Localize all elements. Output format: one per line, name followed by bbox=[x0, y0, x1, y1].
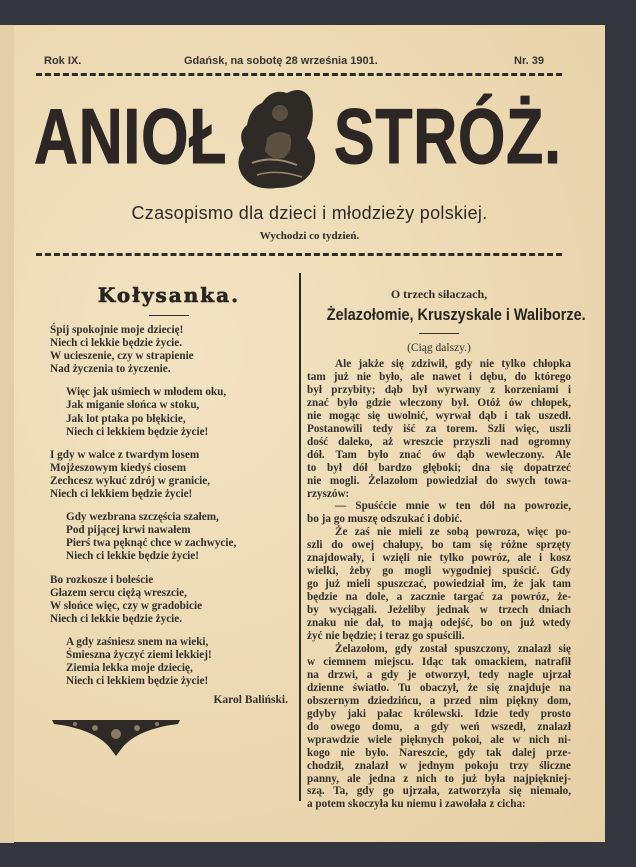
poem-line: Więc jak uśmiech w młodem oku, bbox=[66, 386, 227, 399]
poem-stanza bbox=[50, 324, 288, 376]
subtitle-rule bbox=[36, 253, 562, 256]
story-line: znać było gdzie wleczony był. Otóż ów chłopek, bbox=[307, 396, 571, 409]
poem-line: Pierś twa pęknąć chce w zachwycie, bbox=[66, 537, 237, 550]
poem-stanza bbox=[50, 449, 288, 501]
poem-line: Gdy wezbrana szczęścia szałem, bbox=[66, 511, 219, 524]
poem-line: Nad życzenia to życzenie. bbox=[50, 363, 171, 376]
story-line: by wyciągali. Jeżeliby jednak w trzech dniach bbox=[307, 604, 571, 617]
poem-stanza bbox=[50, 636, 288, 688]
poem-line: A gdy zaśniesz snem na wieki, bbox=[66, 635, 209, 648]
story-line: do owego domu, a gdy weń wszedł, znalazł bbox=[307, 720, 571, 733]
story-line: panny, ale jedna z nich to już była najpiękniej- bbox=[307, 772, 571, 785]
poem-line: Jak miganie słońca w stoku, bbox=[66, 399, 200, 412]
poem-line: Niech ci lekkiem będzie życie! bbox=[66, 675, 209, 688]
title-rule bbox=[149, 315, 189, 316]
poem-line: Pod pijącej krwi nawałem bbox=[66, 524, 191, 537]
story-line: szą. Ta, gdy go ujrzała, zatworzyła się niemało, bbox=[307, 785, 571, 798]
angel-emblem-icon bbox=[232, 83, 322, 193]
volume-label: Rok IX. bbox=[44, 55, 82, 67]
issue-number: Nr. 39 bbox=[514, 55, 544, 67]
masthead-title-right: STRÓŻ. bbox=[334, 92, 562, 180]
story-line: w ciemnem miejscu. Idąc tak omackiem, natrafił bbox=[307, 655, 571, 668]
story-line: Żelazołom, gdy został spuszczony, znalazł się bbox=[335, 642, 571, 655]
poem-line: Śmieszna życzyć ziemi lekkiej! bbox=[66, 648, 212, 661]
poem-line: Mojżeszowym kiedyś ciosem bbox=[50, 461, 187, 474]
dateline: Gdańsk, na sobotę 28 września 1901. bbox=[184, 55, 378, 67]
poem-line: Niech ci lekkiem będzie życie! bbox=[66, 425, 209, 438]
story-line: Postanowili tedy iść za torem. Szli więc, uszli bbox=[307, 422, 571, 435]
story-line: gdyby jaki pałac królewski. Idzie tedy prosto bbox=[307, 707, 571, 720]
story-line: chodził, znalazł w jednym pokoju trzy śliczne bbox=[307, 759, 571, 772]
poem-line: Jak lot ptaka po błękicie, bbox=[66, 412, 186, 425]
column-divider bbox=[299, 273, 301, 801]
story-pretitle: O trzech siłaczach, bbox=[390, 287, 488, 301]
story-line: a potem skoczyła ku niemu i zawołała z cicha: bbox=[307, 798, 526, 811]
poem-line: Ziemia lekka moje dziecię, bbox=[66, 662, 193, 675]
story-line: rzyszów: bbox=[307, 487, 350, 500]
masthead-title-left: ANIOŁ bbox=[34, 92, 228, 180]
subtitle: Czasopismo dla dzieci i młodzieży polskiej. bbox=[131, 203, 488, 223]
story-line: wielki, żeby go mogli wygodniej spuścić. Gdy bbox=[307, 565, 571, 578]
story-line: wprawdzie wiele pięknych pokoi, ale w nich ni- bbox=[307, 733, 571, 746]
poem-line: Niech ci lekkie będzie życie. bbox=[50, 612, 183, 625]
poem-line: Głazem sercu ciężą wreszcie, bbox=[50, 586, 187, 599]
publication-frequency: Wychodzi co tydzień. bbox=[259, 230, 360, 242]
header-rule bbox=[36, 73, 562, 76]
poem-stanza bbox=[50, 386, 288, 438]
story-line: bo ja go muszę odszukać i dobić. bbox=[307, 513, 463, 526]
poem-title: Kołysanka. bbox=[97, 283, 241, 307]
story-line: Że zaś nie mieli ze sobą powroza, więc po- bbox=[335, 526, 571, 539]
story-line: dzienne światło. Tu obaczył, że się znajduje na bbox=[307, 681, 571, 694]
poem-line: W słońce więc, czy w gradobicie bbox=[50, 599, 203, 612]
story-line: znaku nie dał, to mają odejść, bo on już wtedy bbox=[307, 617, 571, 630]
story-line: był przybity; dąb był wyrwany z korzeniami i bbox=[307, 383, 571, 396]
story-column bbox=[307, 277, 586, 811]
story-line: nie mogli. Żelazołom powiedział do swych towa- bbox=[307, 474, 571, 487]
poem-line: Niech ci lekkiem będzie życie! bbox=[50, 488, 193, 501]
newspaper-page bbox=[14, 25, 605, 842]
story-line: nie mogąc się uwolnić, wyrwał dąb i tak uszedł. bbox=[307, 409, 571, 422]
story-line: obszernym dziedzińcu, a przed nim piękny dom, bbox=[307, 694, 571, 707]
title-rule bbox=[419, 333, 459, 334]
story-line: go już mieli spuszczać, powiedział im, że jak tam bbox=[307, 578, 571, 591]
poem-line: Niech ci lekkie będzie życie! bbox=[66, 550, 199, 563]
story-line: będzie na dole, a zacznie targać za powróz, że- bbox=[307, 591, 571, 604]
ornament-icon bbox=[50, 718, 182, 758]
story-line: znajdowały, i wzięli nie tylko powróz, ale i kosz bbox=[307, 552, 571, 565]
story-line: na drzwi, a gdy je otworzył, tedy nagle ujrzał bbox=[307, 668, 571, 681]
story-line: Ale jakże się zdziwił, gdy nie tylko chłopka bbox=[335, 358, 571, 370]
story-line: kogo nie było. Nareszcie, gdy tak dalej prze- bbox=[307, 746, 571, 759]
poem-author: Karol Baliński. bbox=[213, 694, 288, 707]
masthead bbox=[34, 83, 564, 188]
poem-line: Śpij spokojnie moje dziecię! bbox=[50, 324, 184, 336]
story-line: żyć nie będzie; i teraz go spuścili. bbox=[307, 630, 465, 643]
poem-stanza bbox=[50, 511, 288, 563]
poem-column bbox=[50, 277, 288, 763]
continuation-note: (Ciąg dalszy.) bbox=[407, 342, 471, 354]
story-line: dół. Tam było znać ów dąb wewleczony. Ale bbox=[307, 448, 571, 461]
poem-line: Niech ci lekkie będzie życie. bbox=[50, 337, 183, 350]
story-line: dość daleko, aż wreszcie przyszli nad ogromny bbox=[307, 435, 571, 448]
story-line: tam już nie było, ale nawet i dębu, do którego bbox=[307, 370, 571, 383]
poem-line: Zechcesz wykuć zdrój w granicie, bbox=[50, 474, 211, 487]
poem-line: I gdy w walce z twardym losem bbox=[50, 448, 200, 461]
story-title: Żelazołomie, Kruszyskale i Waliborze. bbox=[326, 305, 586, 324]
poem-line: Bo rozkosze i boleście bbox=[50, 573, 154, 586]
story-line: to był dół bardzo głęboki; dna się dopatrzeć bbox=[307, 461, 571, 474]
story-body bbox=[307, 358, 571, 811]
story-line: — Spuśćcie mnie w ten dół na powrozie, bbox=[335, 500, 571, 513]
story-line: szli do owej chałupy, bo tam się różne sprzęty bbox=[307, 539, 571, 552]
header-line bbox=[44, 55, 564, 69]
poem-stanza bbox=[50, 574, 288, 626]
poem-line: W ucieszenie, czy w strapienie bbox=[50, 350, 194, 363]
